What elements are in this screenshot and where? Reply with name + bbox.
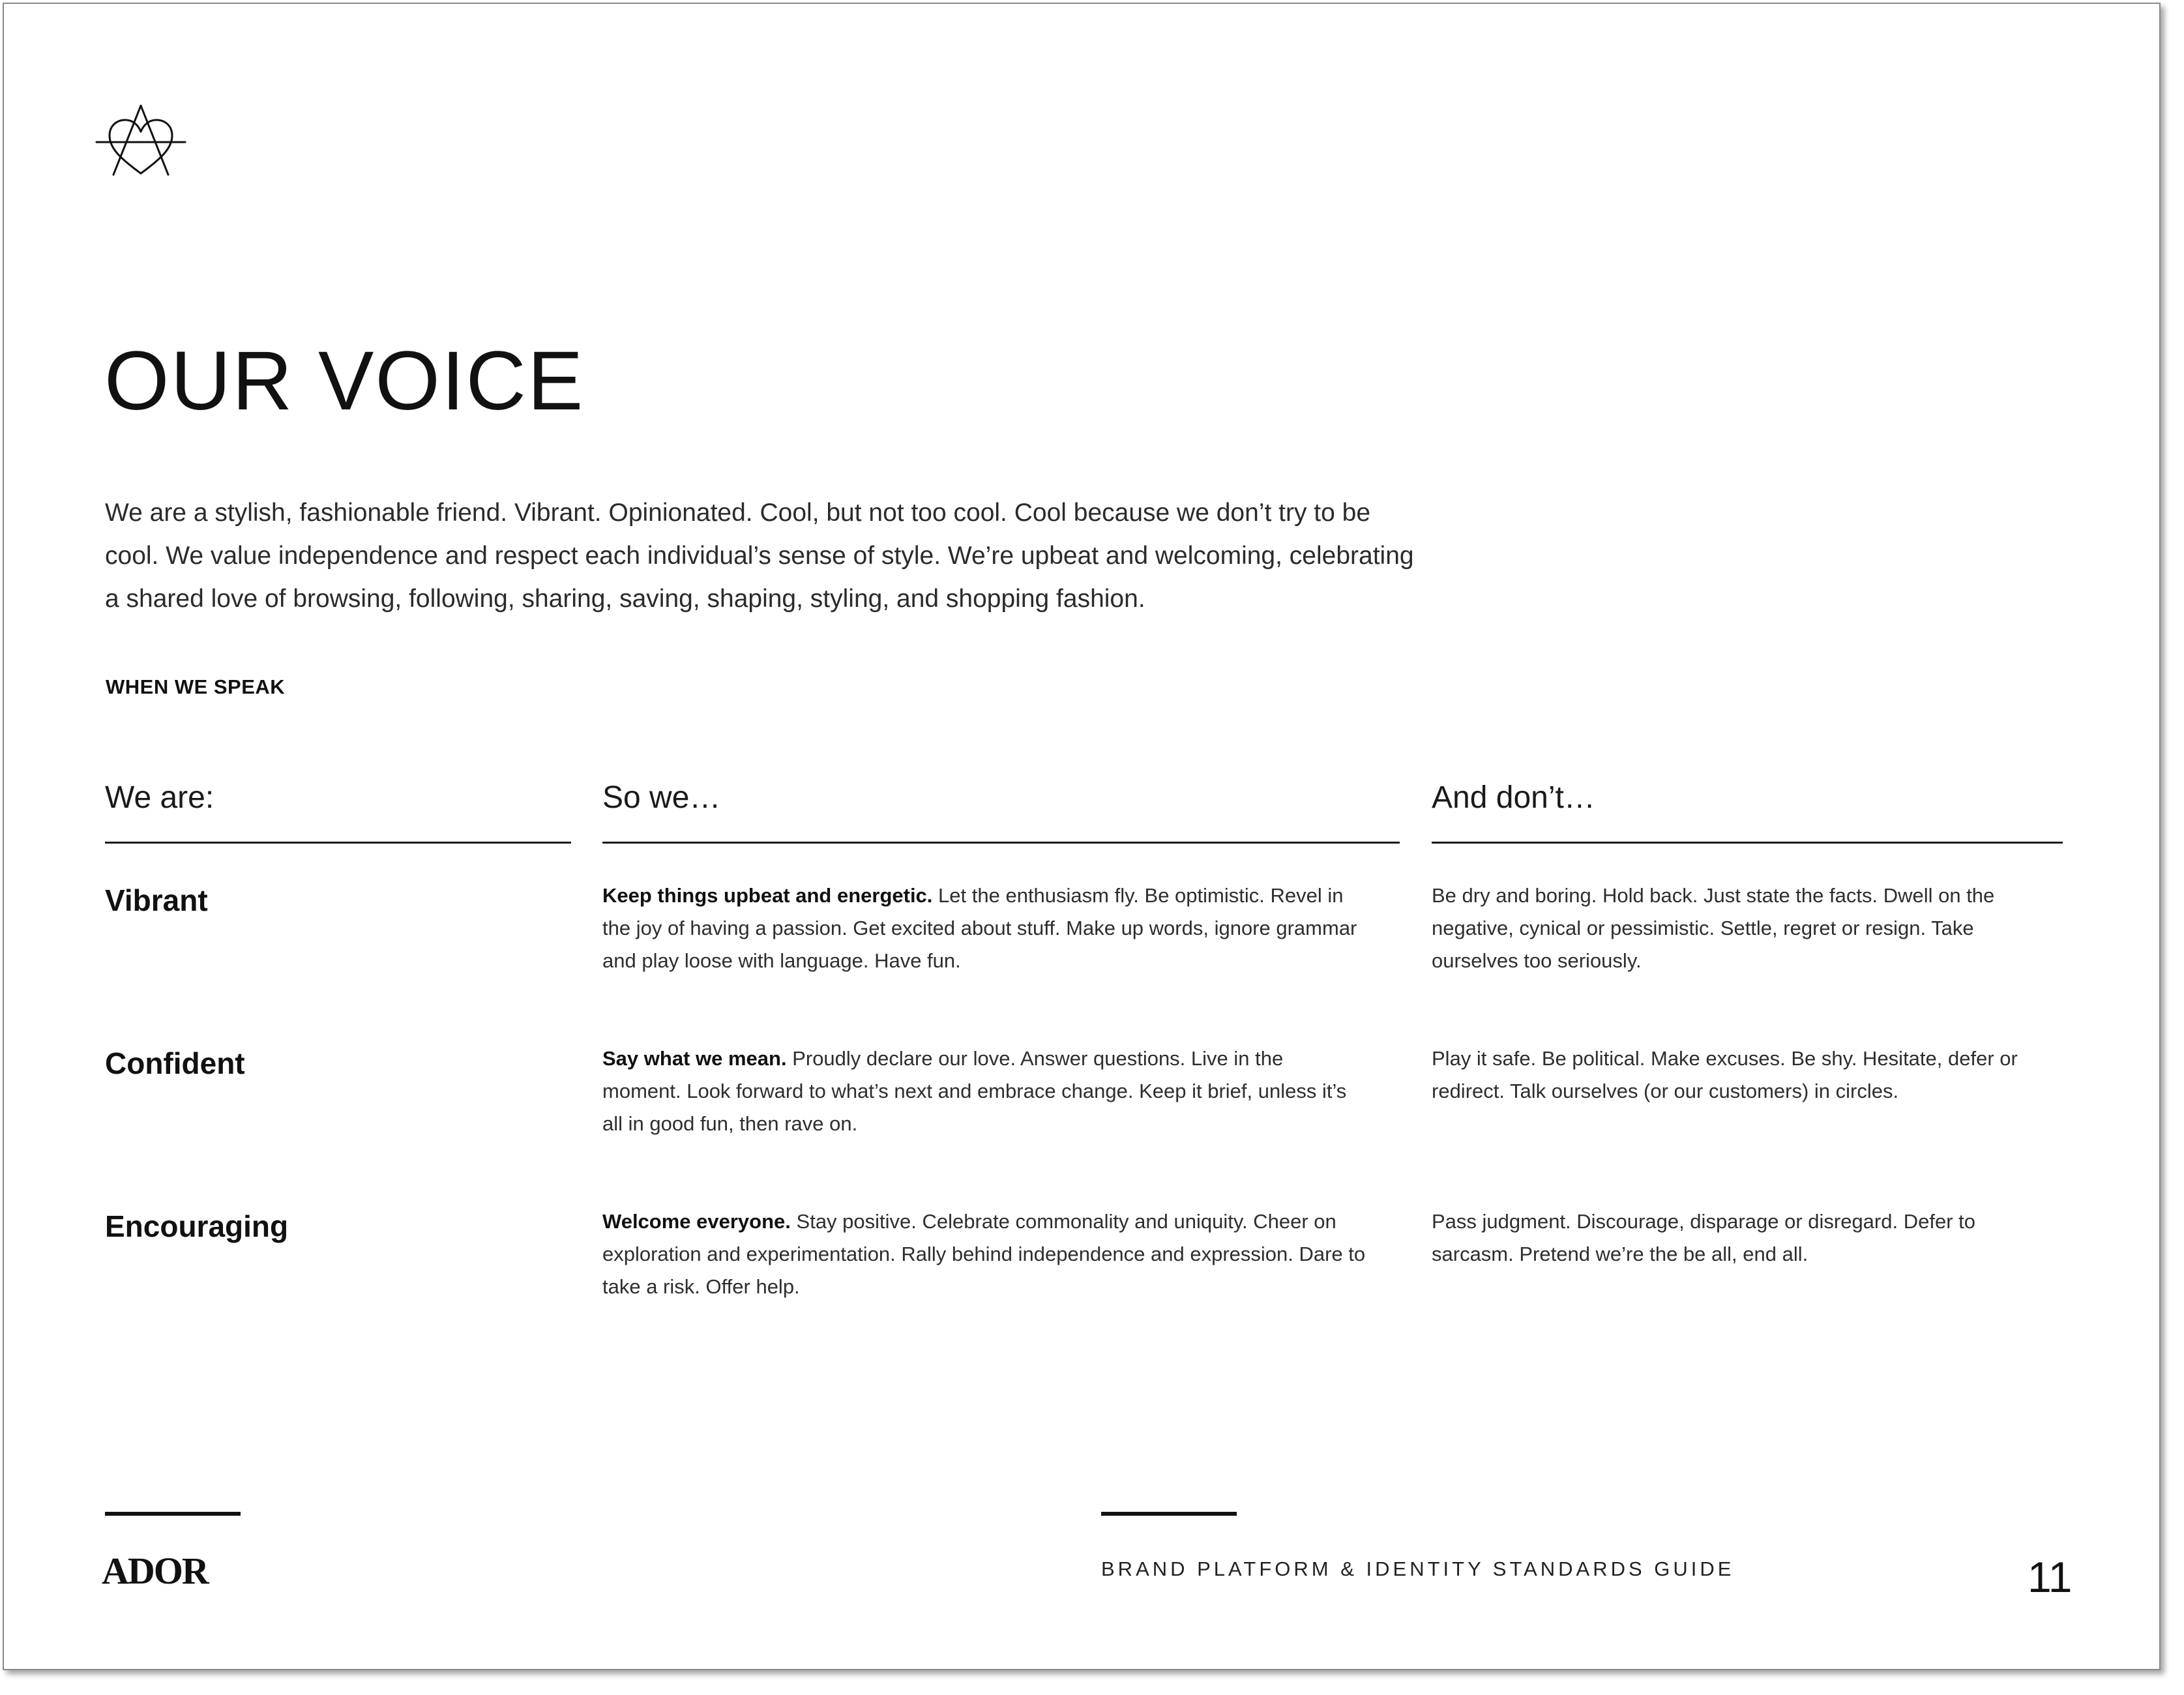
so-we-text: Proudly declare our love. Answer questions. Live in the moment. Look forward to what’s next and embrace change. Keep it brief, unless it’s all in good fun, then rave on. [602,1047,1347,1135]
page-title: OUR VOICE [104,334,585,428]
trait-label: Encouraging [105,1209,289,1243]
trait-label: Vibrant [105,883,208,917]
so-we-text: Stay positive. Celebrate commonality and uniquity. Cheer on exploration and experimentation. Rally behind independence and expression. Dare to take a risk. Offer help. [602,1210,1366,1298]
footer-rule [105,1512,241,1516]
dont-description: Pass judgment. Discourage, disparage or disregard. Defer to sarcasm. Pretend we’re the be all, end all. [1432,1210,1975,1265]
brand-wordmark: ADOR [102,1550,208,1592]
heart-a-monogram-icon [95,102,186,180]
column-header-and-dont: And don’t… [1432,780,1595,815]
column-header-so-we: So we… [602,780,721,815]
section-heading: WHEN WE SPEAK [106,675,286,698]
intro-paragraph: We are a stylish, fashionable friend. Vibrant. Opinionated. Cool, but not too cool. Cool because we don’t try to be cool. We value independence and respect each individual’s sense of style. We’re upbeat and welcoming, celebrating a shared love of browsing, following, sharing, saving, shaping, styling, and shopping fashion. [105,499,1414,613]
guide-title: BRAND PLATFORM & IDENTITY STANDARDS GUIDE [1101,1557,1735,1580]
column-divider [1432,842,2063,844]
column-divider [105,842,571,844]
trait-label: Confident [105,1046,245,1080]
page-number: 11 [2028,1553,2073,1601]
so-we-description [602,1042,1359,1140]
so-we-description [602,1205,1381,1303]
so-we-lead: Say what we mean. [602,1047,787,1070]
so-we-lead: Keep things upbeat and energetic. [602,884,933,907]
footer-rule [1101,1512,1237,1516]
column-divider [602,842,1400,844]
dont-description: Play it safe. Be political. Make excuses. Be shy. Hesitate, defer or redirect. Talk ourselves (or our customers) in circles. [1432,1047,2018,1102]
column-header-we-are: We are: [105,780,214,815]
so-we-text: Let the enthusiasm fly. Be optimistic. Revel in the joy of having a passion. Get excited about stuff. Make up words, ignore grammar and play loose with language. Have fun. [602,884,1357,972]
dont-description: Be dry and boring. Hold back. Just state the facts. Dwell on the negative, cynical or pessimistic. Settle, regret or resign. Take ourselves too seriously. [1432,884,1995,972]
document-page [3,3,2161,1670]
so-we-description [602,879,1375,977]
so-we-lead: Welcome everyone. [602,1210,791,1233]
